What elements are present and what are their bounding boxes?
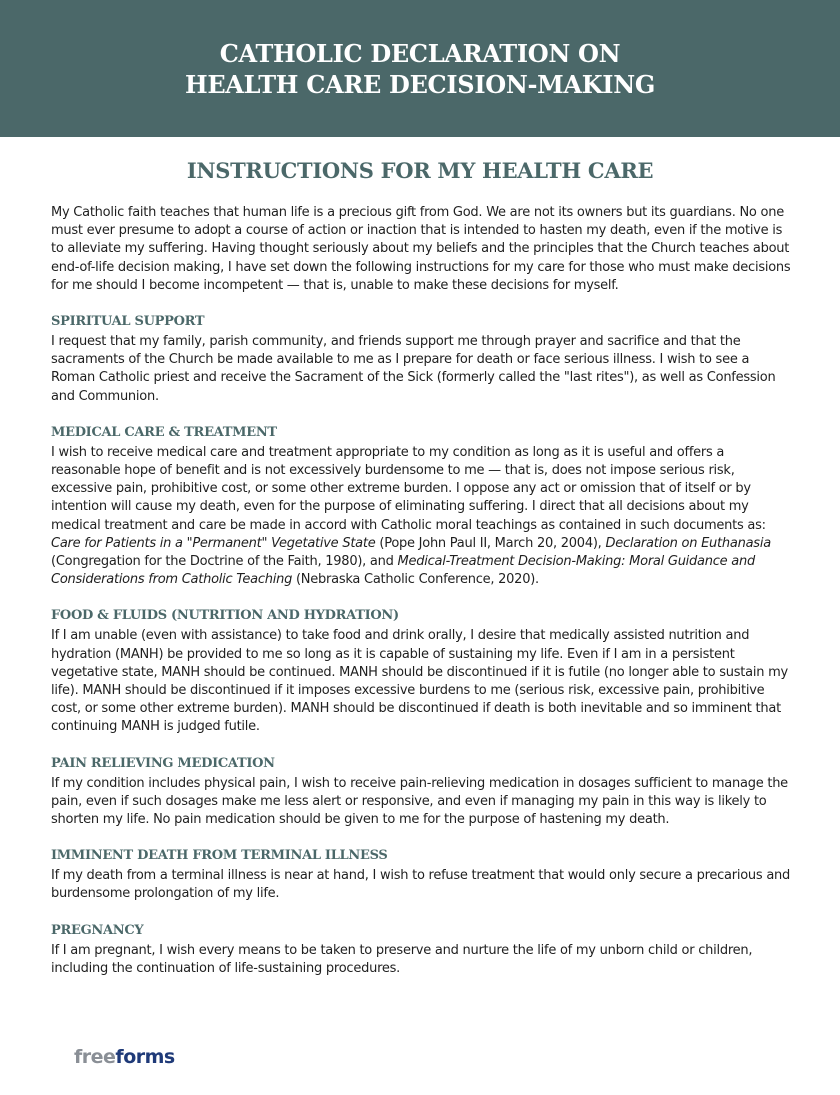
- title-line-2: HEALTH CARE DECISION-MAKING: [184, 69, 656, 99]
- document-reference: Care for Patients in a "Permanent" Vegetative State: [51, 535, 376, 551]
- text-segment: (Pope John Paul II, March 20, 2004),: [375, 535, 606, 551]
- section-heading: PREGNANCY: [51, 922, 144, 938]
- section-pain-medication: [51, 755, 791, 830]
- section-heading: FOOD & FLUIDS (NUTRITION AND HYDRATION): [51, 608, 399, 624]
- text-segment: (Nebraska Catholic Conference, 2020).: [292, 572, 539, 588]
- document-body: [51, 204, 791, 978]
- section-imminent-death: [51, 847, 791, 903]
- page-subtitle: INSTRUCTIONS FOR MY HEALTH CARE: [186, 158, 654, 183]
- text-segment: (Congregation for the Doctrine of the Faith, 1980), and: [51, 554, 398, 570]
- title-line-1: CATHOLIC DECLARATION ON: [219, 38, 621, 68]
- freeforms-logo: [74, 1046, 175, 1068]
- section-text: [51, 444, 791, 590]
- section-text: If I am pregnant, I wish every means to be taken to preserve and nurture the life of my unborn child or children, including the continuation of life-sustaining procedures.: [51, 942, 753, 976]
- logo-part-forms: forms: [115, 1046, 175, 1068]
- logo-part-free: free: [74, 1046, 116, 1068]
- document-reference: Declaration on Euthanasia: [605, 535, 771, 551]
- text-segment: I wish to receive medical care and treatment appropriate to my condition as long as it is useful and offers a reasonable hope of benefit and is not excessively burdensome to me — that is, does not impose serious risk, excessive pain, prohibitive cost, or some other extreme burden. I oppose any act or omission that of itself or by intention will cause my death, even for the purpose of eliminating suffering. I direct that all decisions about my medical treatment and care be made in accord with Catholic moral teachings as contained in such documents as:: [51, 444, 766, 533]
- intro-paragraph: My Catholic faith teaches that human life is a precious gift from God. We are not its owners but its guardians. No one must ever presume to adopt a course of action or inaction that is intended to hasten my death, even if the motive is to alleviate my suffering. Having thought seriously about my beliefs and the principles that the Church teaches about end-of-life decision making, I have set down the following instructions for my care for those who must make decisions for me should I become incompetent — that is, unable to make these decisions for myself.: [51, 205, 791, 293]
- section-text: If my death from a terminal illness is near at hand, I wish to refuse treatment that would only secure a precarious and burdensome prolongation of my life.: [51, 868, 791, 902]
- section-pregnancy: [51, 922, 791, 978]
- section-spiritual-support: [51, 313, 791, 406]
- section-heading: SPIRITUAL SUPPORT: [51, 314, 205, 330]
- title-banner: [0, 0, 840, 137]
- section-text: I request that my family, parish community, and friends support me through prayer and sacrifice and that the sacraments of the Church be made available to me as I prepare for death or face serious illness. I wish to see a Roman Catholic priest and receive the Sacrament of the Sick (formerly called the "last rites"), as well as Confession and Communion.: [51, 334, 776, 404]
- section-heading: MEDICAL CARE & TREATMENT: [51, 424, 277, 440]
- document-reference: Medical-Treatment Decision-Making: Moral Guidance and Considerations from Catholic Teaching: [51, 554, 755, 588]
- section-text: If my condition includes physical pain, I wish to receive pain-relieving medication in dosages sufficient to manage the pain, even if such dosages make me less alert or responsive, and even if managing my pain in this way is likely to shorten my life. No pain medication should be given to me for the purpose of hastening my death.: [51, 775, 788, 828]
- section-medical-care: [51, 424, 791, 590]
- section-food-fluids: [51, 607, 791, 736]
- section-heading: PAIN RELIEVING MEDICATION: [51, 755, 275, 771]
- section-heading: IMMINENT DEATH FROM TERMINAL ILLNESS: [51, 848, 388, 864]
- section-text: If I am unable (even with assistance) to take food and drink orally, I desire that medically assisted nutrition and hydration (MANH) be provided to me so long as it is capable of sustaining my life. Even if I am in a persistent vegetative state, MANH should be continued. MANH should be discontinued if it is futile (no longer able to sustain my life). MANH should be discontinued if it imposes excessive burdens to me (serious risk, excessive pain, prohibitive cost, or some other extreme burden). MANH should be discontinued if death is both inevitable and so imminent that continuing MANH is judged futile.: [51, 628, 788, 735]
